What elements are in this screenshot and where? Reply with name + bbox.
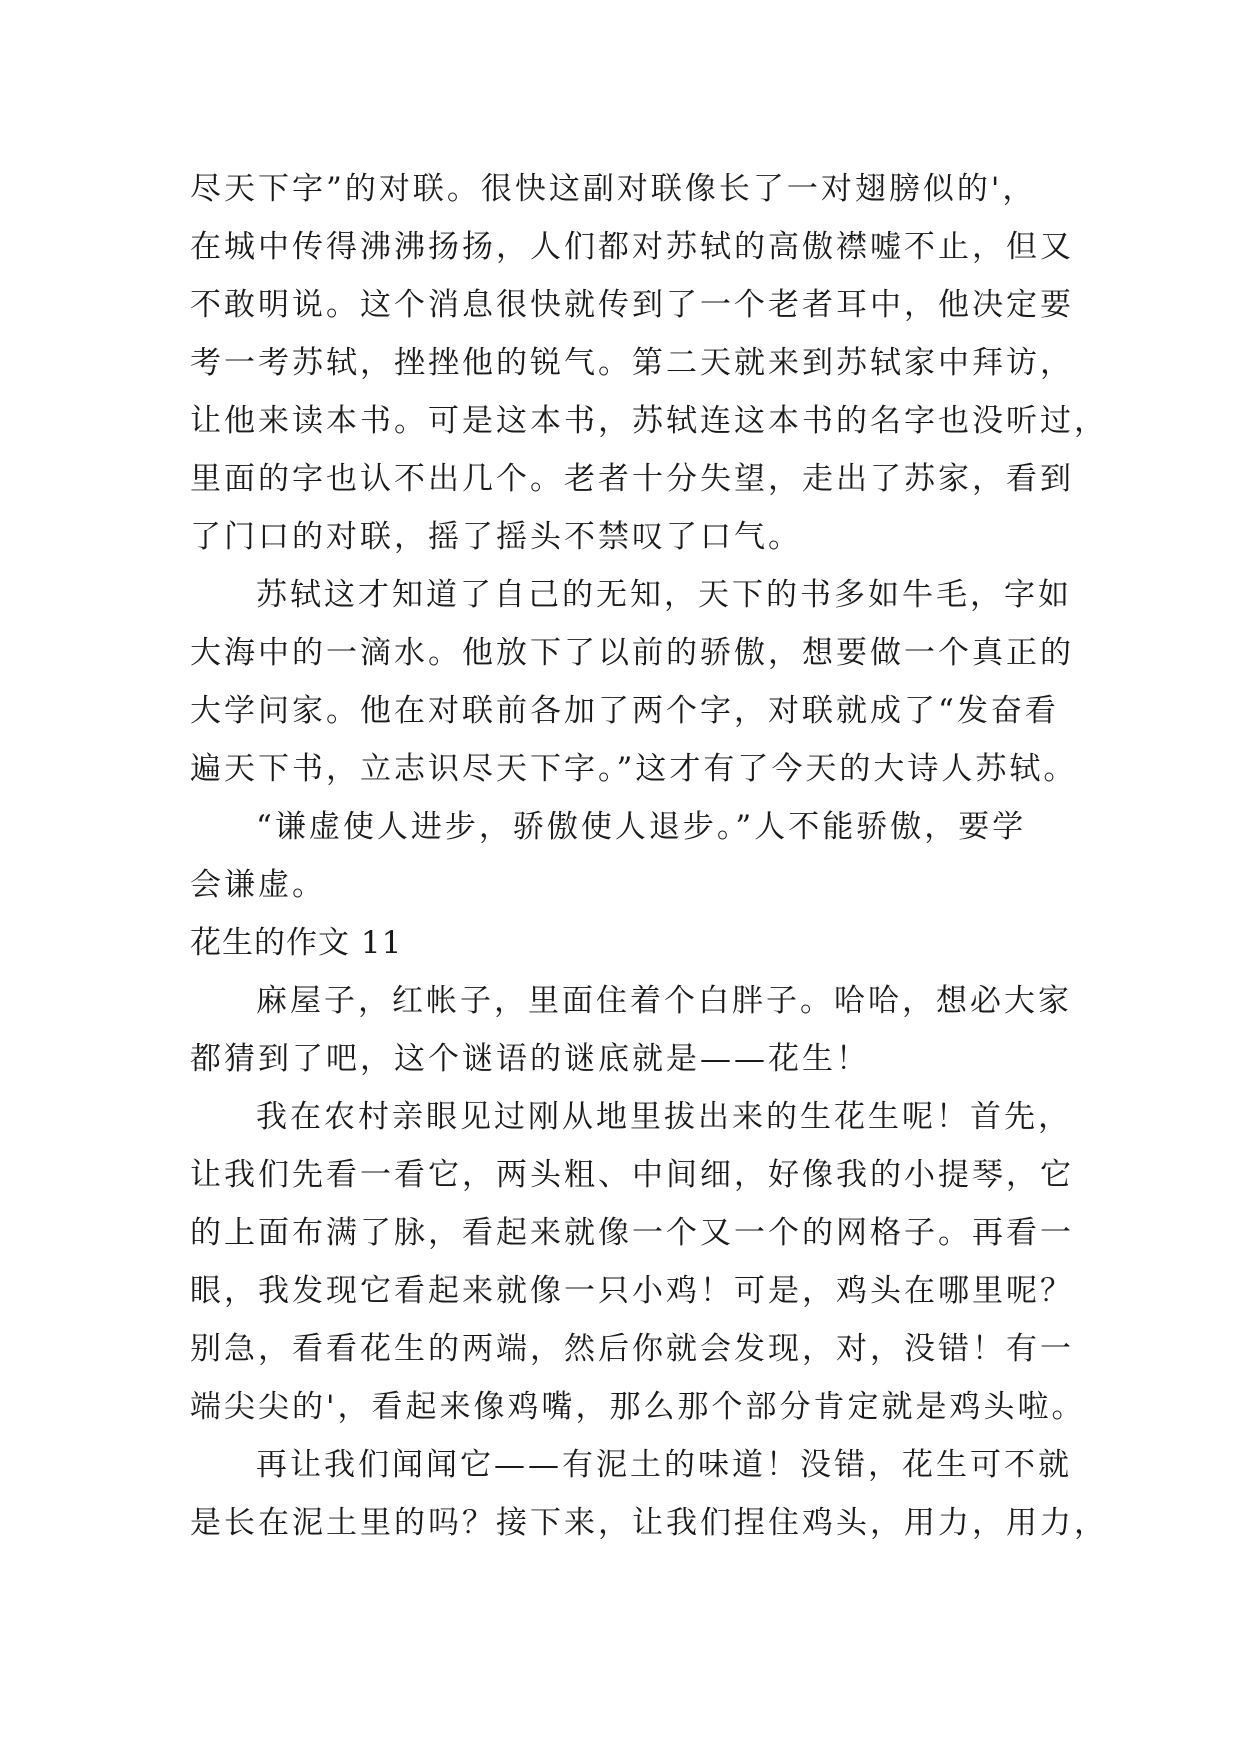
text-line: 别急，看看花生的两端，然后你就会发现，对，没错！有一 bbox=[190, 1331, 1074, 1367]
text-line: 大海中的一滴水。他放下了以前的骄傲，想要做一个真正的 bbox=[190, 635, 1074, 671]
paragraph-start-line: 再让我们闻闻它——有泥土的味道！没错，花生可不就 bbox=[256, 1447, 1072, 1483]
text-line: 让我们先看一看它，两头粗、中间细，好像我的小提琴，它 bbox=[190, 1157, 1074, 1193]
text-line: 里面的字也认不出几个。老者十分失望，走出了苏家，看到 bbox=[190, 461, 1074, 497]
text-line: 尽天下字”的对联。很快这副对联像长了一对翅膀似的'， bbox=[190, 171, 1037, 207]
text-line: 让他来读本书。可是这本书，苏轼连这本书的名字也没听过， bbox=[190, 403, 1108, 439]
paragraph-start-line: 苏轼这才知道了自己的无知，天下的书多如牛毛，字如 bbox=[256, 577, 1072, 613]
text-line: 在城中传得沸沸扬扬，人们都对苏轼的高傲襟嘘不止，但又 bbox=[190, 229, 1074, 265]
text-line: 是长在泥土里的吗？接下来，让我们捏住鸡头，用力，用力， bbox=[190, 1505, 1108, 1541]
document-page bbox=[190, 160, 1108, 1552]
text-line: 考一考苏轼，挫挫他的锐气。第二天就来到苏轼家中拜访， bbox=[190, 345, 1074, 381]
paragraph-start-line: “谦虚使人进步，骄傲使人退步。”人不能骄傲，要学 bbox=[256, 809, 1027, 845]
text-line: 端尖尖的'，看起来像鸡嘴，那么那个部分肯定就是鸡头啦。 bbox=[190, 1389, 1086, 1425]
text-line: 了门口的对联，摇了摇头不禁叹了口气。 bbox=[190, 519, 802, 555]
text-line: 的上面布满了脉，看起来就像一个又一个的网格子。再看一 bbox=[190, 1215, 1074, 1251]
paragraph-start-line: 我在农村亲眼见过刚从地里拔出来的生花生呢！首先， bbox=[256, 1099, 1072, 1135]
text-line: 遍天下书，立志识尽天下字。”这才有了今天的大诗人苏轼。 bbox=[190, 751, 1078, 787]
text-line: 眼，我发现它看起来就像一只小鸡！可是，鸡头在哪里呢？ bbox=[190, 1273, 1074, 1309]
text-line: 大学问家。他在对联前各加了两个字，对联就成了“发奋看 bbox=[190, 693, 1059, 729]
text-line: 会谦虚。 bbox=[190, 867, 326, 903]
essay-heading: 花生的作文 11 bbox=[190, 925, 403, 961]
text-line: 都猜到了吧，这个谜语的谜底就是——花生！ bbox=[190, 1041, 870, 1077]
text-line: 不敢明说。这个消息很快就传到了一个老者耳中，他决定要 bbox=[190, 287, 1074, 323]
paragraph-start-line: 麻屋子，红帐子，里面住着个白胖子。哈哈，想必大家 bbox=[256, 983, 1072, 1019]
